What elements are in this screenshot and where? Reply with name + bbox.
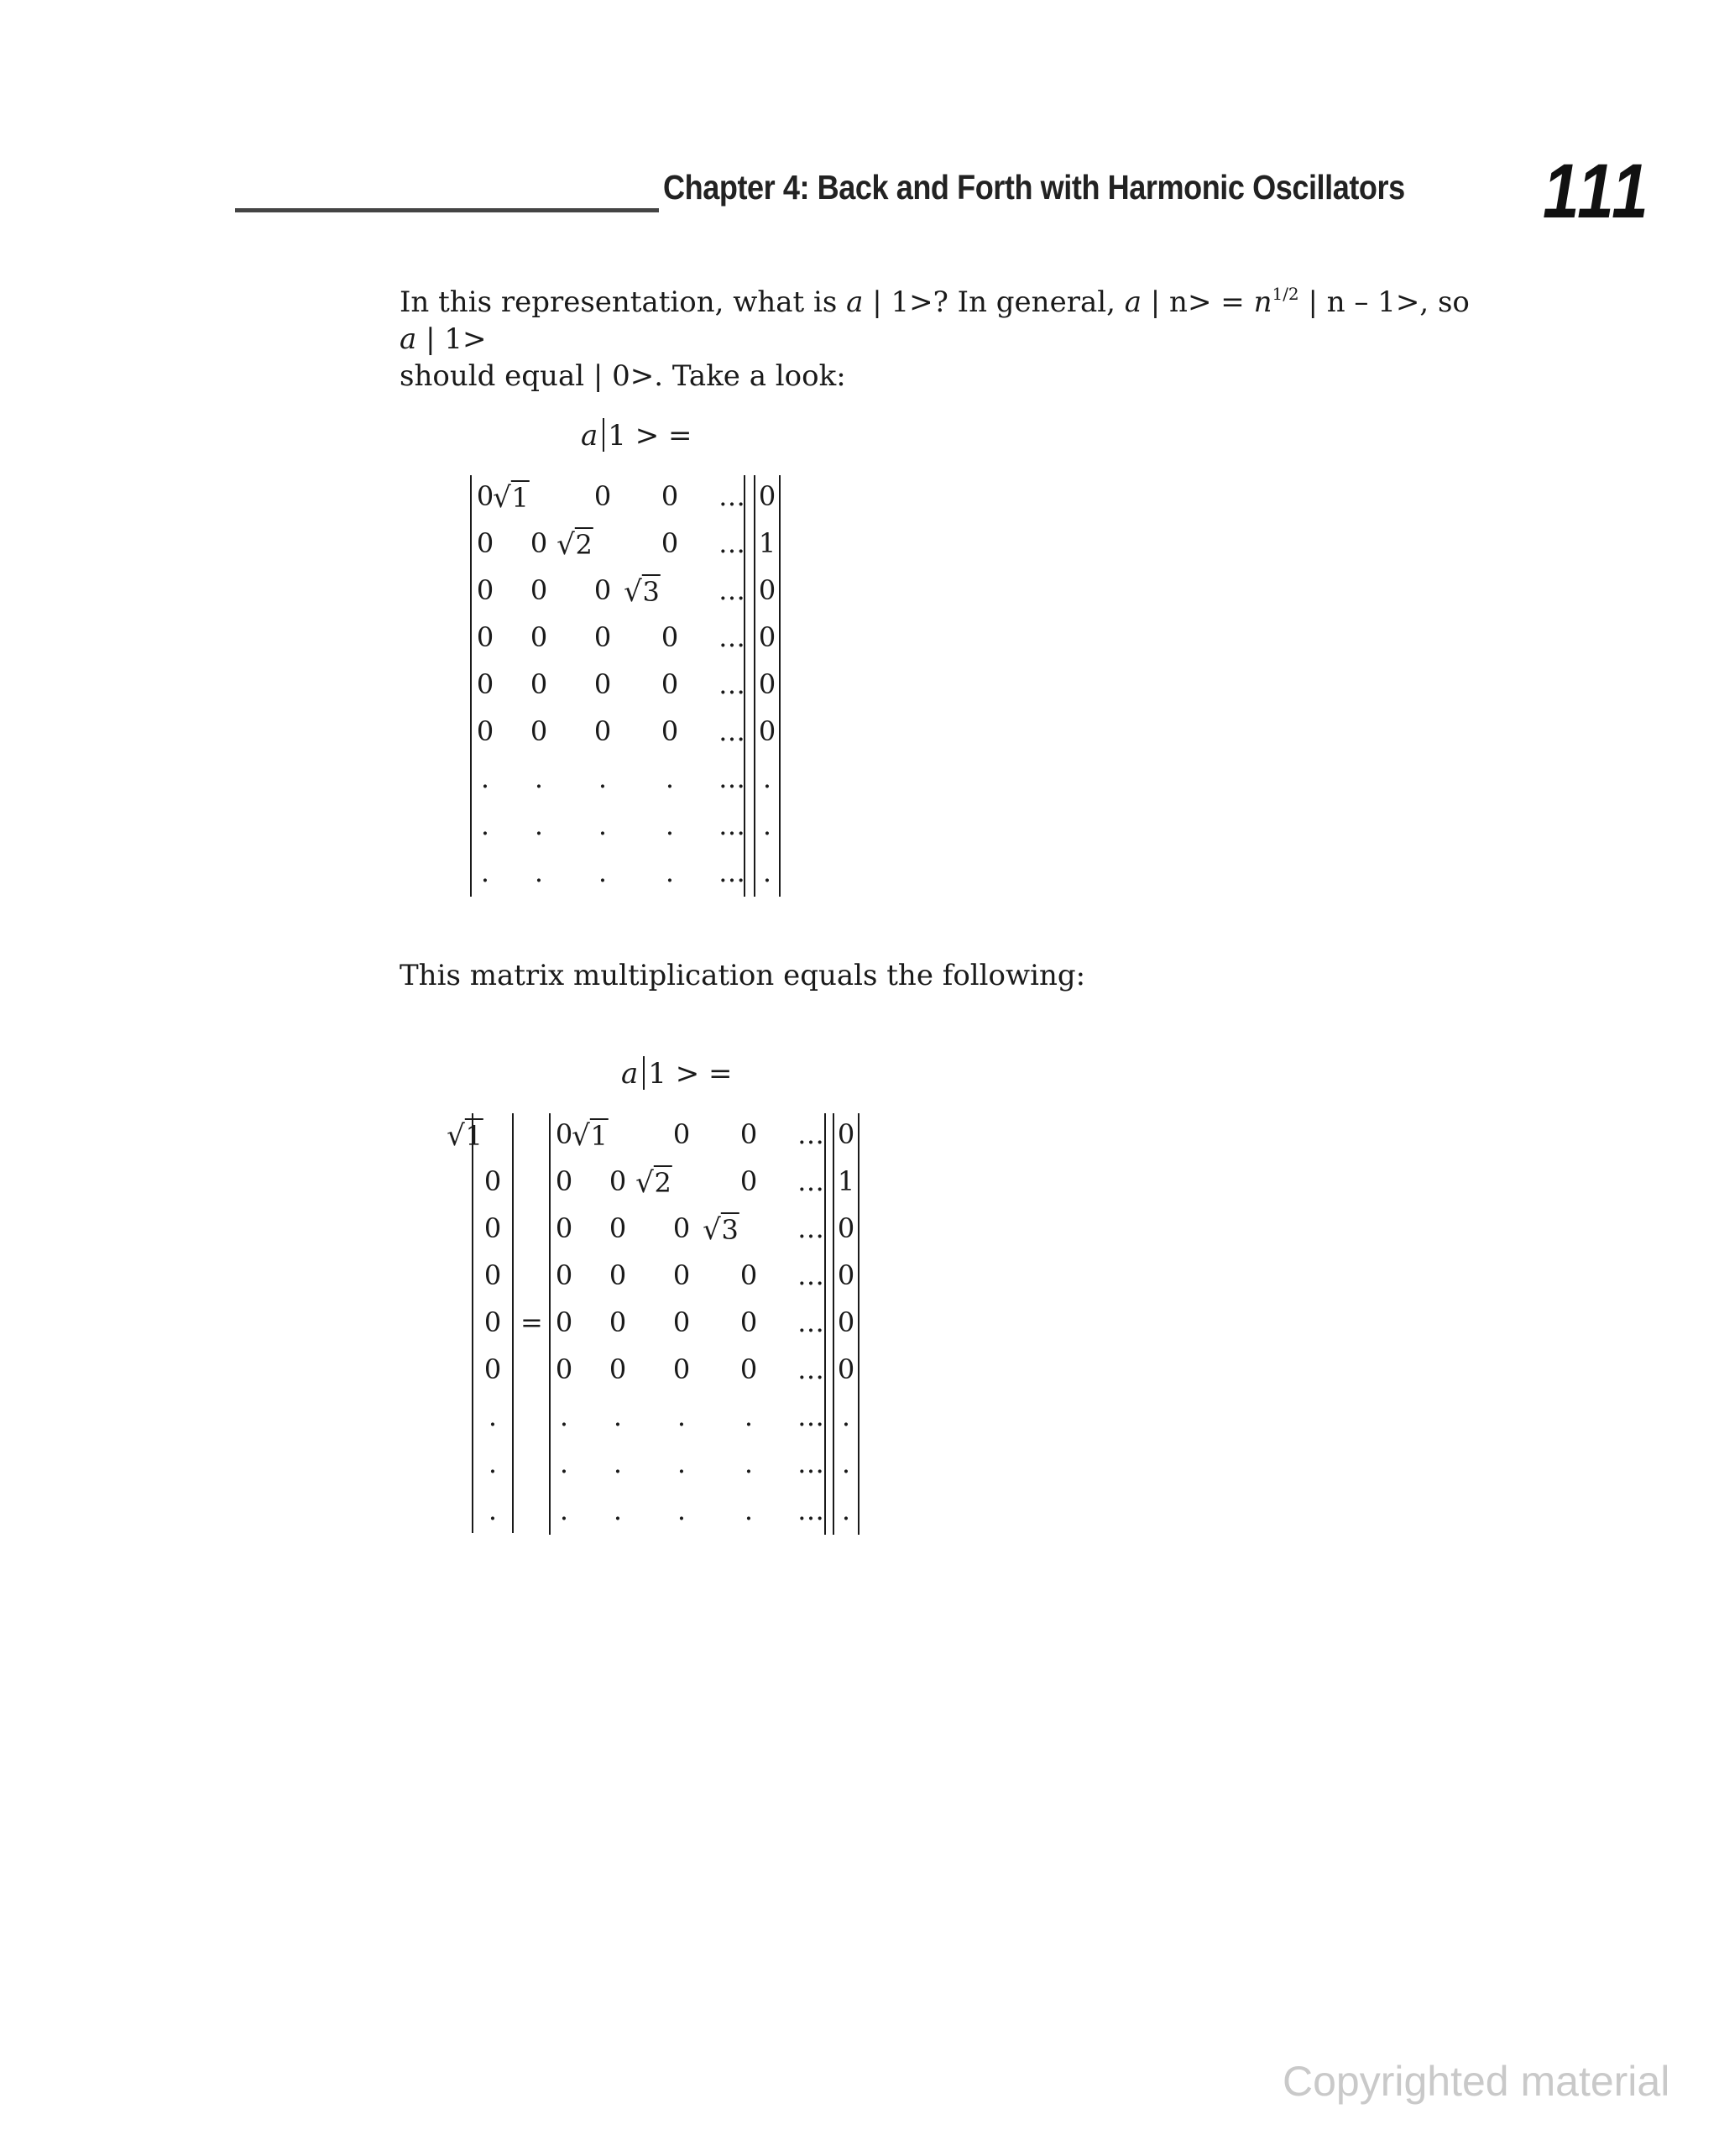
matrix-row: . . . . … — [480, 809, 745, 841]
equation-1-label — [581, 418, 692, 453]
equation-1-rest: 1 > = — [608, 419, 692, 453]
ket-vector-row: . — [841, 1400, 851, 1432]
ket-vector-row: . — [762, 762, 772, 794]
middle-paragraph: This matrix multiplication equals the following: — [400, 959, 1086, 992]
matrix-row: 0 0 0 0 … — [476, 715, 745, 747]
matrix-row: 0 0 0 0 … — [476, 668, 745, 700]
lowering-operator-matrix-2 — [549, 1113, 826, 1535]
ket-vector-row: 1 — [837, 1165, 855, 1197]
matrix-row: 0 0 0 0 … — [555, 1306, 824, 1338]
ket-vector-row: 0 — [837, 1118, 855, 1150]
result-vector-row: 0 — [483, 1353, 502, 1385]
matrix-row: 0 0 0 √3 … — [555, 1212, 824, 1247]
ket-1: | 1> — [416, 322, 487, 356]
operator-a: a — [581, 419, 598, 453]
intro-text: In this representation, what is — [400, 285, 847, 319]
matrix-row: . . . . … — [480, 762, 745, 794]
matrix-row: 0 0 √2 0 … — [476, 527, 745, 562]
matrix-row: . . . . … — [559, 1447, 824, 1479]
ket-vector-row: 0 — [758, 574, 776, 606]
matrix-row: . . . . … — [559, 1400, 824, 1432]
n-symbol: n — [1253, 285, 1272, 319]
matrix-row: 0 √1 0 0 … — [555, 1118, 824, 1153]
ket-vector-row: . — [762, 856, 772, 888]
ket-vector-row: . — [762, 809, 772, 841]
equation-2-label — [621, 1056, 733, 1091]
operator-a: a — [1124, 285, 1142, 319]
matrix-row: . . . . … — [559, 1494, 824, 1526]
ket-vector-row: . — [841, 1447, 851, 1479]
chapter-title: Chapter 4: Back and Forth with Harmonic Oscillators — [663, 168, 1405, 207]
matrix-row: 0 0 0 0 … — [476, 621, 745, 653]
ket-vector-row: 0 — [758, 668, 776, 700]
matrix-row: 0 √1 0 0 … — [476, 480, 745, 515]
ket-vector-row: 0 — [837, 1259, 855, 1291]
intro-paragraph — [400, 284, 1491, 395]
header-rule — [235, 208, 659, 212]
result-vector-row: . — [488, 1494, 498, 1526]
operator-a: a — [846, 285, 864, 319]
result-vector — [447, 1113, 514, 1533]
operator-a: a — [621, 1057, 639, 1091]
matrix-row: 0 0 √2 0 … — [555, 1165, 824, 1200]
ket-vector-row: 0 — [837, 1212, 855, 1244]
matrix-row: . . . . … — [480, 856, 745, 888]
result-vector-row: 0 — [483, 1165, 502, 1197]
matrix-row: 0 0 0 0 … — [555, 1353, 824, 1385]
page-number: 111 — [1543, 149, 1652, 234]
lowering-operator-matrix — [470, 475, 745, 897]
ket-vector-row: 0 — [758, 621, 776, 653]
intro-text: | 1>? In general, — [863, 285, 1125, 319]
ket-vector-row: 1 — [758, 527, 776, 559]
copyright-watermark: Copyrighted material — [1283, 2058, 1670, 2105]
ket-1-vector — [754, 475, 781, 897]
matrix-row: 0 0 0 √3 … — [476, 574, 745, 609]
equation-2-rest: 1 > = — [648, 1057, 733, 1091]
result-vector-row: . — [488, 1447, 498, 1479]
ket-1-vector-2 — [833, 1113, 860, 1535]
ket-vector-row: 0 — [837, 1306, 855, 1338]
matrix-row: 0 0 0 0 … — [555, 1259, 824, 1291]
intro-line-2: should equal | 0>. Take a look: — [400, 359, 846, 393]
ket-vector-row: 0 — [837, 1353, 855, 1385]
result-vector-row: √1 — [447, 1119, 483, 1153]
ket-n: | n> — [1141, 285, 1212, 319]
equals-sign: = — [520, 1306, 543, 1338]
ket-vector-row: . — [841, 1494, 851, 1526]
exponent: 1/2 — [1272, 284, 1299, 304]
result-vector-row: 0 — [483, 1306, 502, 1338]
ket-n-minus-1: | n – 1>, so — [1298, 285, 1470, 319]
result-vector-row: 0 — [483, 1259, 502, 1291]
equals-text: = — [1211, 285, 1254, 319]
ket-vector-row: 0 — [758, 715, 776, 747]
result-vector-row: . — [488, 1400, 498, 1432]
ket-vector-row: 0 — [758, 480, 776, 512]
operator-a: a — [400, 322, 417, 356]
result-vector-row: 0 — [483, 1212, 502, 1244]
